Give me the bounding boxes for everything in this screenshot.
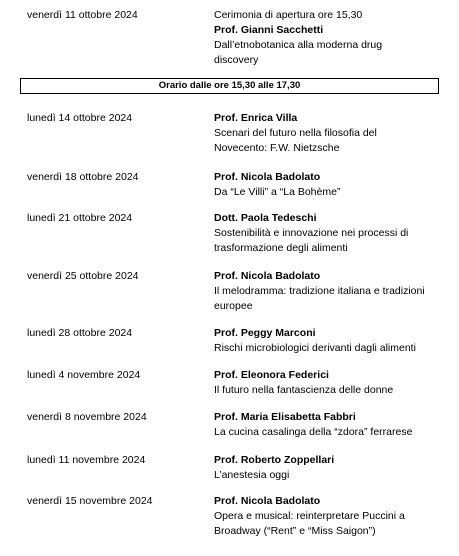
lecture-date: lunedì 11 novembre 2024 (27, 454, 146, 466)
lecture-info (214, 453, 444, 483)
lecture-speaker: Prof. Enrica Villa (214, 112, 298, 124)
lecture-date: lunedì 4 novembre 2024 (27, 369, 141, 381)
lecture-date: venerdì 18 ottobre 2024 (27, 171, 139, 183)
lecture-title-line1: Il futuro nella fantascienza delle donne (214, 384, 394, 396)
lecture-title-line1: Scenari del futuro nella filosofia del (214, 127, 377, 139)
lecture-info (214, 269, 444, 314)
lecture-info (214, 494, 444, 539)
opening-info (214, 8, 444, 68)
schedule-banner: Orario dalle ore 15,30 alle 17,30 (20, 78, 439, 94)
lecture-speaker: Prof. Peggy Marconi (214, 327, 316, 339)
lecture-date: venerdì 25 ottobre 2024 (27, 270, 139, 282)
lecture-speaker: Prof. Nicola Badolato (214, 270, 321, 282)
lecture-speaker: Prof. Eleonora Federici (214, 369, 329, 381)
lecture-info (214, 326, 444, 356)
lecture-title-line1: Da “Le Villi” a “La Bohème” (214, 186, 341, 198)
opening-event: Cerimonia di apertura ore 15,30 (214, 9, 363, 21)
lecture-speaker: Dott. Paola Tedeschi (214, 212, 317, 224)
lecture-date: lunedì 21 ottobre 2024 (27, 212, 133, 224)
opening-speaker: Prof. Gianni Sacchetti (214, 24, 324, 36)
lecture-title-line2: trasformazione degli alimenti (214, 242, 348, 254)
lecture-title-line1: Sostenibilità e innovazione nei processi di (214, 227, 409, 239)
lecture-speaker: Prof. Nicola Badolato (214, 495, 321, 507)
lecture-title-line2: Novecento: F.W. Nietzsche (214, 142, 340, 154)
lecture-info (214, 111, 444, 156)
lecture-title-line1: Il melodramma: tradizione italiana e tradizioni (214, 285, 425, 297)
lecture-date: venerdì 8 novembre 2024 (27, 411, 147, 423)
lecture-info (214, 410, 444, 440)
lecture-date: lunedì 28 ottobre 2024 (27, 327, 133, 339)
lecture-title-line2: europee (214, 300, 253, 312)
lecture-info (214, 368, 444, 398)
opening-title-line1: Dall’etnobotanica alla moderna drug (214, 39, 383, 51)
lecture-date: lunedì 14 ottobre 2024 (27, 112, 133, 124)
lecture-speaker: Prof. Maria Elisabetta Fabbri (214, 411, 356, 423)
lecture-title-line1: L’anestesia oggi (214, 469, 290, 481)
lecture-speaker: Prof. Nicola Badolato (214, 171, 321, 183)
lecture-title-line1: Rischi microbiologici derivanti dagli alimenti (214, 342, 416, 354)
lecture-info (214, 211, 444, 256)
lecture-info (214, 170, 444, 200)
opening-date: venerdì 11 ottobre 2024 (27, 9, 138, 21)
lecture-speaker: Prof. Roberto Zoppellari (214, 454, 335, 466)
opening-title-line2: discovery (214, 54, 259, 66)
lecture-title-line1: Opera e musical: reinterpretare Puccini a (214, 510, 405, 522)
lecture-title-line2: Broadway (“Rent” e “Miss Saigon”) (214, 525, 376, 537)
lecture-date: venerdì 15 novembre 2024 (27, 495, 153, 507)
lecture-title-line1: La cucina casalinga della “zdora” ferrarese (214, 426, 413, 438)
